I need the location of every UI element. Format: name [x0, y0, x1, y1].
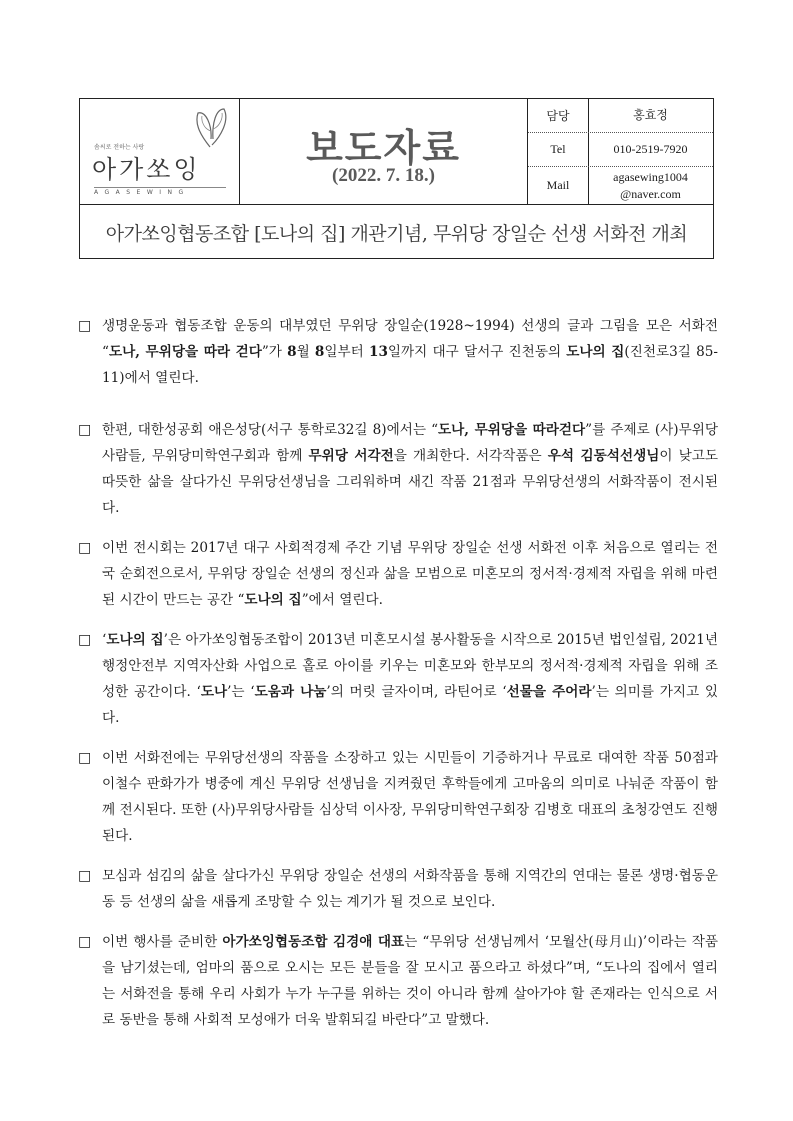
paragraph-6 [78, 863, 718, 915]
text: 이 낮고도 따뜻한 삶을 살다가신 무위당선생님을 그리워하며 새긴 작품 21점과 무위당선생의 서화작품이 전시된다. [102, 448, 718, 516]
text: 모심과 섬김의 삶을 살다가신 무위당 장일순 선생의 서화작품을 통해 지역간의 연대는 물론 생명·협동운동 등 선생의 삶을 새롭게 조망할 수 있는 계기가 될 것으로 보인다. [102, 868, 718, 910]
text: 이번 행사를 준비한 [102, 934, 223, 950]
mail-line-2: @naver.com [620, 186, 681, 201]
release-date: (2022. 7. 18.) [332, 165, 435, 186]
mail-line-1: agasewing1004 [613, 169, 688, 184]
text: 일부터 [324, 344, 369, 360]
bold-text: 8 [287, 344, 297, 360]
text: ‘ [102, 632, 107, 648]
bold-text: 도나, 무위당을 따라걷다 [438, 422, 586, 438]
text: ”에서 열린다. [301, 592, 383, 608]
logo-name: 아가쏘잉 [92, 155, 201, 184]
paragraph-2 [78, 417, 718, 521]
text: ’은 아가쏘잉협동조합이 2013년 미혼모시설 봉사활동을 시작으로 2015년 법인설립, 2021년 행정안전부 지역자산화 사업으로 홀로 아이를 키우는 미혼모와 한부모의 정서적·경제적 자립을 위해 조성한 공간이다. ‘ [102, 632, 719, 700]
paragraph-7 [78, 929, 718, 1033]
bold-text: 13 [368, 344, 388, 360]
text: 일까지 대구 달서구 진천동의 [387, 344, 567, 360]
checkbox-bullet: □ [78, 422, 92, 438]
text: ’는 ‘ [227, 684, 255, 700]
manager-value: 홍효정 [633, 108, 668, 122]
bold-text: 우석 김동석선생님 [547, 448, 660, 464]
text: 한편, 대한성공회 애은성당(서구 통학로32길 8)에서는 “ [102, 422, 439, 438]
text: 월 [296, 344, 315, 360]
checkbox-bullet: □ [78, 318, 92, 334]
contact-row-mail [528, 167, 713, 204]
contact-row-tel [528, 133, 713, 167]
paragraph-4 [78, 627, 718, 731]
tel-value: 010-2519-7920 [613, 142, 688, 156]
logo-subtitle: AGASEWING [94, 189, 190, 196]
bold-text: 도나의 집 [244, 592, 302, 608]
checkbox-bullet: □ [78, 750, 92, 766]
text: 생명운동과 협동조합 운동의 대부였던 무위당 장일순(1928~1994) 선생의 글과 그림을 모은 서화전 “ [102, 318, 718, 360]
bold-text: 도나의 집 [566, 344, 625, 360]
mail-label: Mail [528, 167, 589, 204]
bold-text: 아가쏘잉협동조합 김경애 대표 [222, 934, 405, 950]
mail-value [588, 167, 713, 204]
text: ’는 의미를 가지고 있다. [102, 684, 718, 726]
bold-text: 도나, 무위당을 따라 걷다 [108, 344, 262, 360]
contact-table [528, 99, 713, 204]
checkbox-bullet: □ [78, 934, 92, 950]
bold-text: 선물을 주어라 [506, 684, 592, 700]
text: ’의 머릿 글자이며, 라틴어로 ‘ [326, 684, 507, 700]
text: (진천로3길 85-11)에서 열린다. [102, 344, 718, 386]
logo-divider [94, 187, 226, 188]
paragraph-1 [78, 313, 718, 391]
bold-text: 무위당 서각전 [308, 448, 394, 464]
press-release-header [79, 98, 714, 259]
page-title: 보도자료 [306, 126, 461, 170]
bold-text: 8 [314, 344, 325, 360]
manager-label: 담당 [528, 99, 589, 132]
text: 을 개최한다. 서각작품은 [393, 448, 548, 464]
butterfly-logo-icon [192, 107, 232, 149]
contact-row-manager [528, 99, 713, 133]
tel-label: Tel [528, 133, 589, 166]
text: ”가 [261, 344, 288, 360]
text: 이번 서화전에는 무위당선생의 작품을 소장하고 있는 시민들이 기증하거나 무료로 대여한 작품 50점과 이철수 판화가가 병중에 계신 무위당 선생님을 지켜줬던 후학들에게 고마움의 의미로 나눠준 작품이 함께 전시된다. 또한 (사)무위당사람들 심상덕 이사장, 무위당미학연구회장 김병호 대표의 초청강연도 진행된다. [102, 750, 719, 844]
bold-text: 도나 [200, 684, 228, 700]
text: 이번 전시회는 2017년 대구 사회적경제 주간 기념 무위당 장일순 선생 서화전 이후 처음으로 열리는 전국 순회전으로서, 무위당 장일순 선생의 정신과 삶을 모범으로 미혼모의 정서적·경제적 자립을 위해 마련된 시간이 만드는 공간 “ [102, 540, 718, 608]
headline: 아가쏘잉협동조합 [도나의 집] 개관기념, 무위당 장일순 선생 서화전 개최 [105, 223, 688, 245]
logo-block [80, 99, 240, 204]
checkbox-bullet: □ [78, 868, 92, 884]
checkbox-bullet: □ [78, 540, 92, 556]
text: 는 “무위당 선생님께서 ‘모월산(母月山)’이라는 작품을 남기셨는데, 엄마의 품으로 오시는 모든 분들을 잘 모시고 품으라고 하셨다”며, “도나의 집에서 열리는 서화전을 통해 우리 사회가 누가 누구를 위하는 것이 아니라 함께 살아가야 할 존재라는 인식으로 서로 동반을 통해 사회적 모성애가 더욱 발휘되길 바란다”고 말했다. [102, 934, 719, 1028]
paragraph-5 [78, 745, 718, 849]
paragraph-3 [78, 535, 718, 613]
text: ”를 주제로 (사)무위당사람들, 무위당미학연구회과 함께 [102, 422, 718, 464]
title-block [240, 99, 528, 204]
body-content [78, 313, 718, 1033]
bold-text: 도움과 나눔 [254, 684, 327, 700]
bold-text: 도나의 집 [106, 632, 164, 648]
headline-block [80, 204, 713, 258]
checkbox-bullet: □ [78, 632, 92, 648]
logo-tagline: 솜씨로 전하는 사랑 [94, 144, 145, 151]
